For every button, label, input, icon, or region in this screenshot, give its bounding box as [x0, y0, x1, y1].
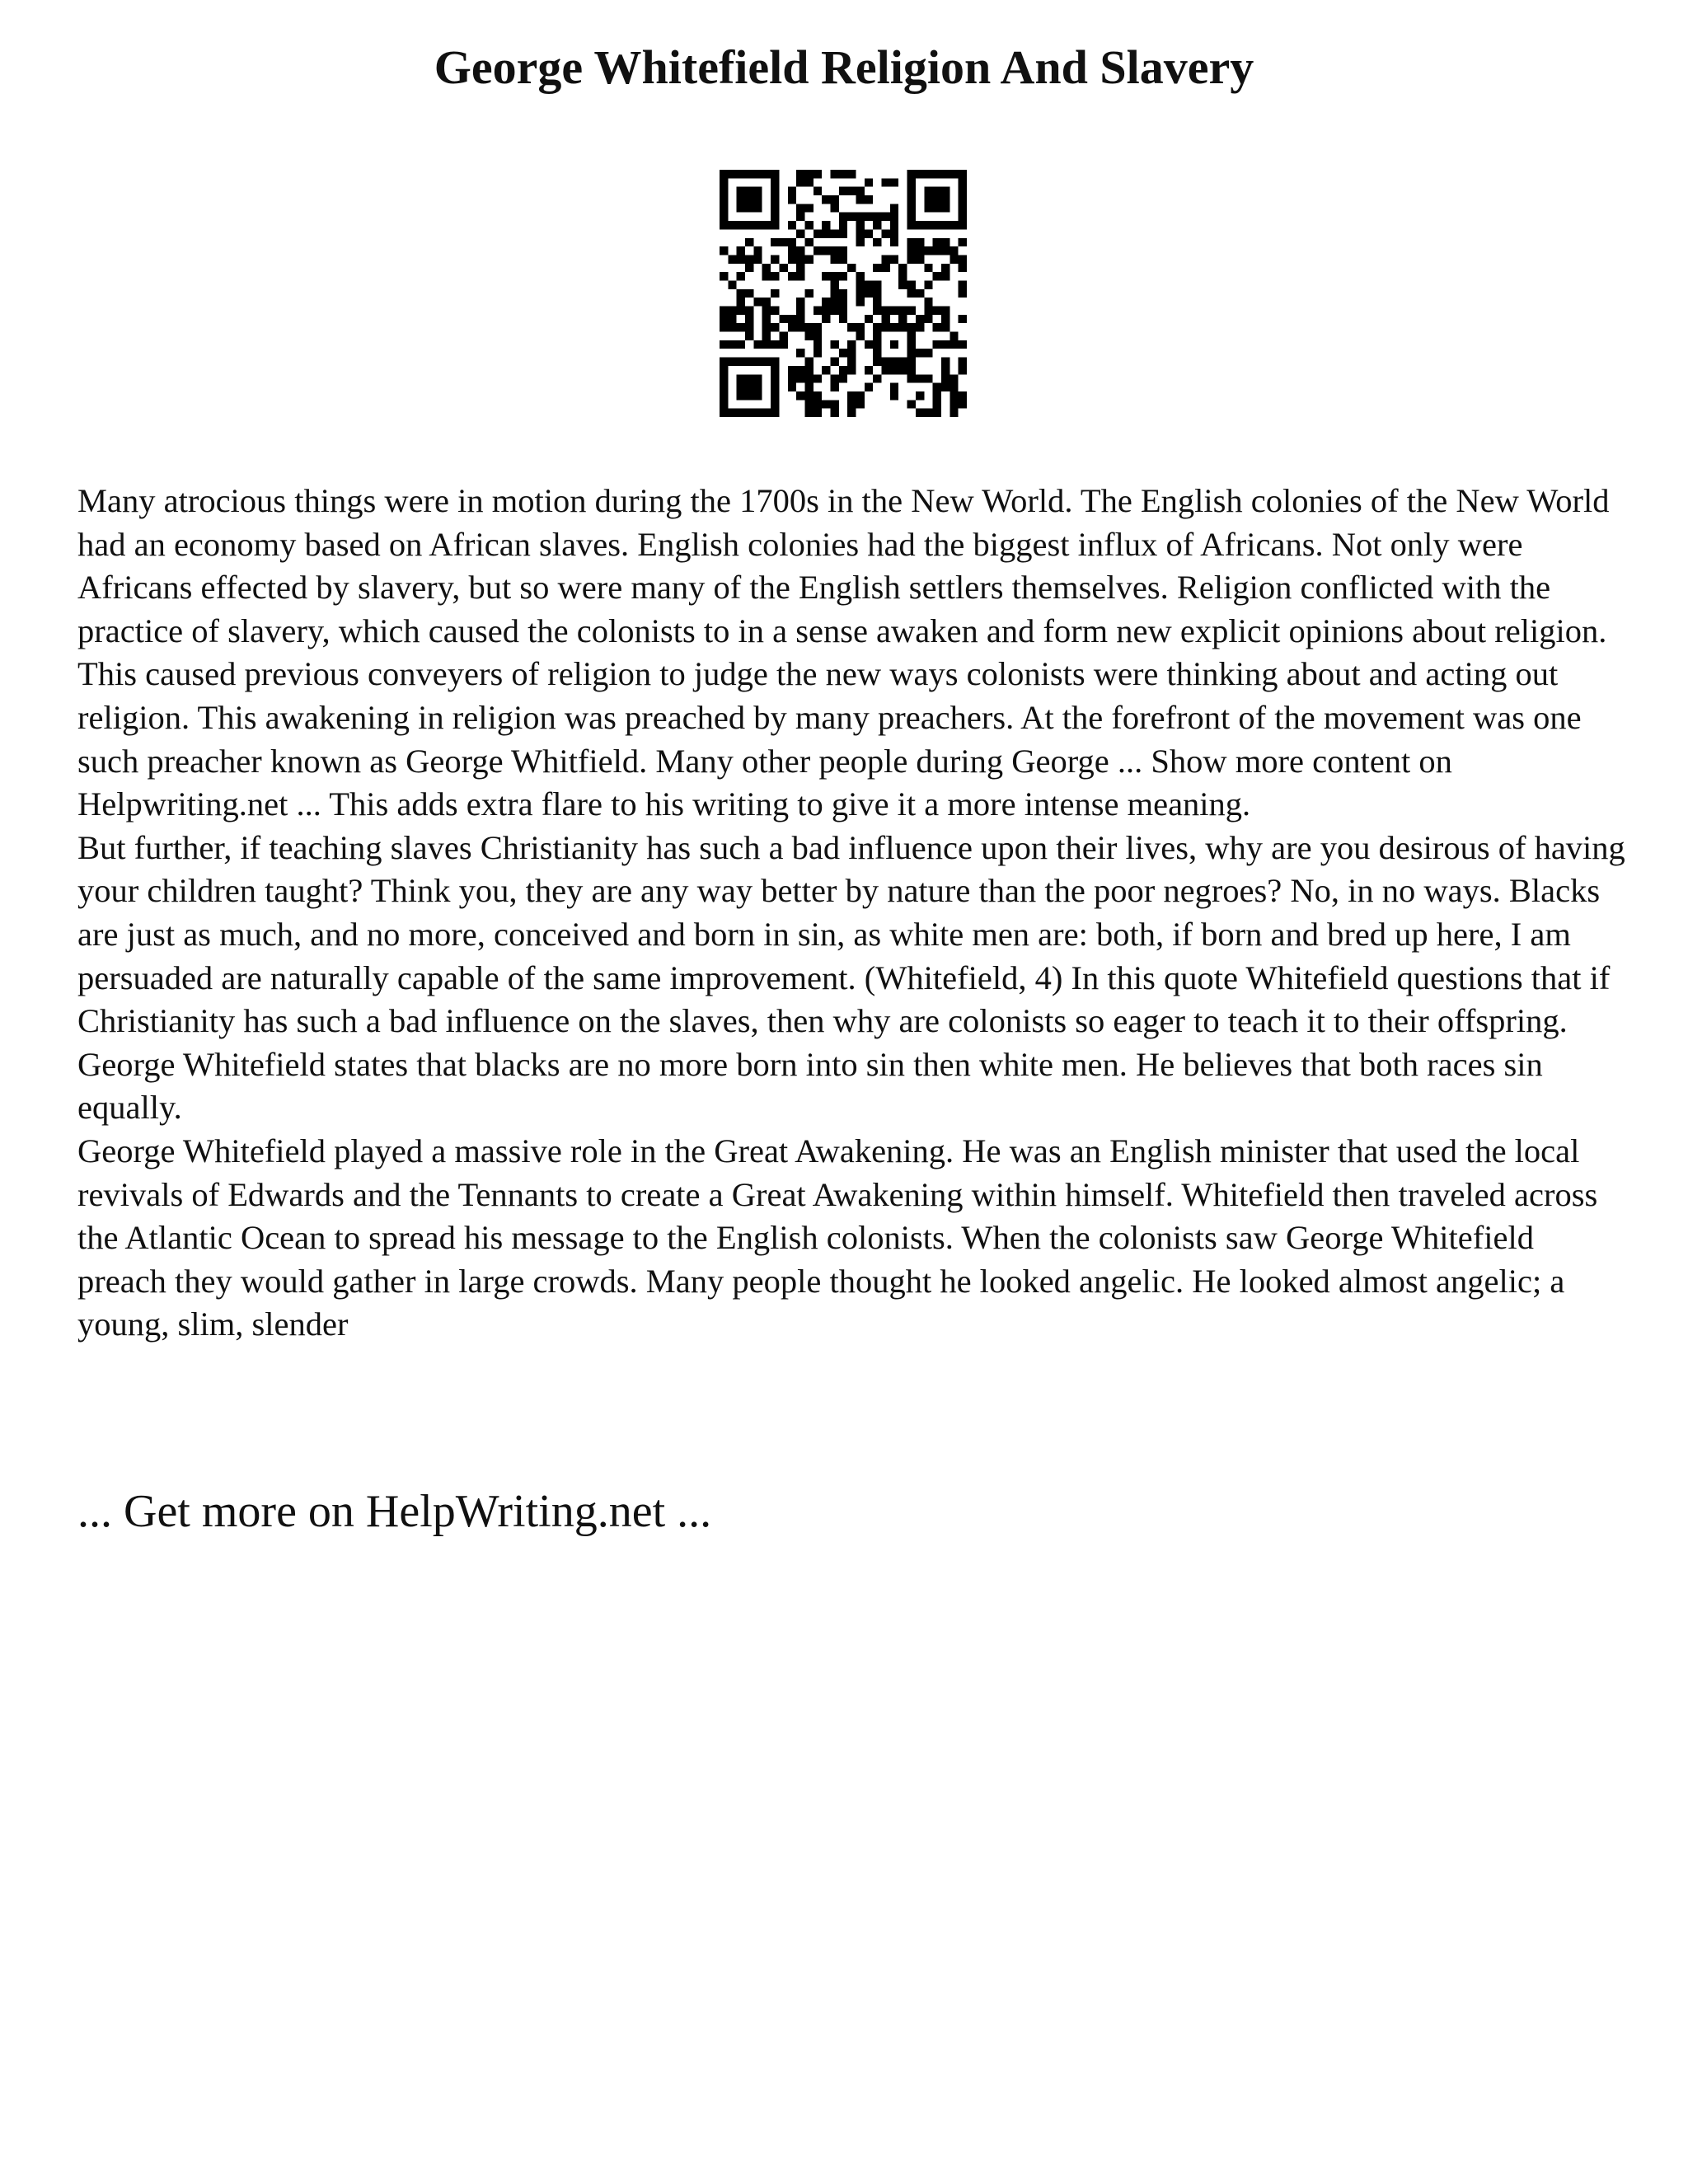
paragraph-2: But further, if teaching slaves Christianity has such a bad influence upon their lives, why are you desirous of having your children taught? Think you, they are any way better by nature than the poor negroes? No, in no ways. Blacks are just as much, and no more, conceived and born in sin, as white men are: both, if born and bred up here, I am persuaded are naturally capable of the same improvement. (Whitefield, 4) In this quote Whitefield questions that if Christianity has such a bad influence on the slaves, then why are colonists so eager to teach it to their offspring. George Whitefield states that blacks are no more born into sin then white men. He believes that both races sin equally. [77, 828, 1625, 1127]
get-more-link[interactable]: ... Get more on HelpWriting.net ... [77, 1486, 712, 1537]
qr-code-icon [720, 170, 967, 417]
article-body [77, 480, 1627, 1347]
paragraph-3: George Whitefield played a massive role in the Great Awakening. He was an English minister that used the local revivals of Edwards and the Tennants to create a Great Awakening within himself. Whitefield then traveled across the Atlantic Ocean to spread his message to the English colonists. When the colonists saw George Whitefield preach they would gather in large crowds. Many people thought he looked angelic. He looked almost angelic; a young, slim, slender [77, 1132, 1598, 1343]
paragraph-1: Many atrocious things were in motion during the 1700s in the New World. The English colonies of the New World had an economy based on African slaves. English colonies had the biggest influx of Africans. Not only were Africans effected by slavery, but so were many of the English settlers themselves. Religion conflicted with the practice of slavery, which caused the colonists to in a sense awaken and form new explicit opinions about religion. This caused previous conveyers of religion to judge the new ways colonists were thinking about and acting out religion. This awakening in religion was preached by many preachers. At the forefront of the movement was one such preacher known as George Whitfield. Many other people during George ... Show more content on Helpwriting.net ... This adds extra flare to his writing to give it a more intense meaning. [77, 482, 1610, 823]
page-title: George Whitefield Religion And Slavery [434, 40, 1254, 94]
